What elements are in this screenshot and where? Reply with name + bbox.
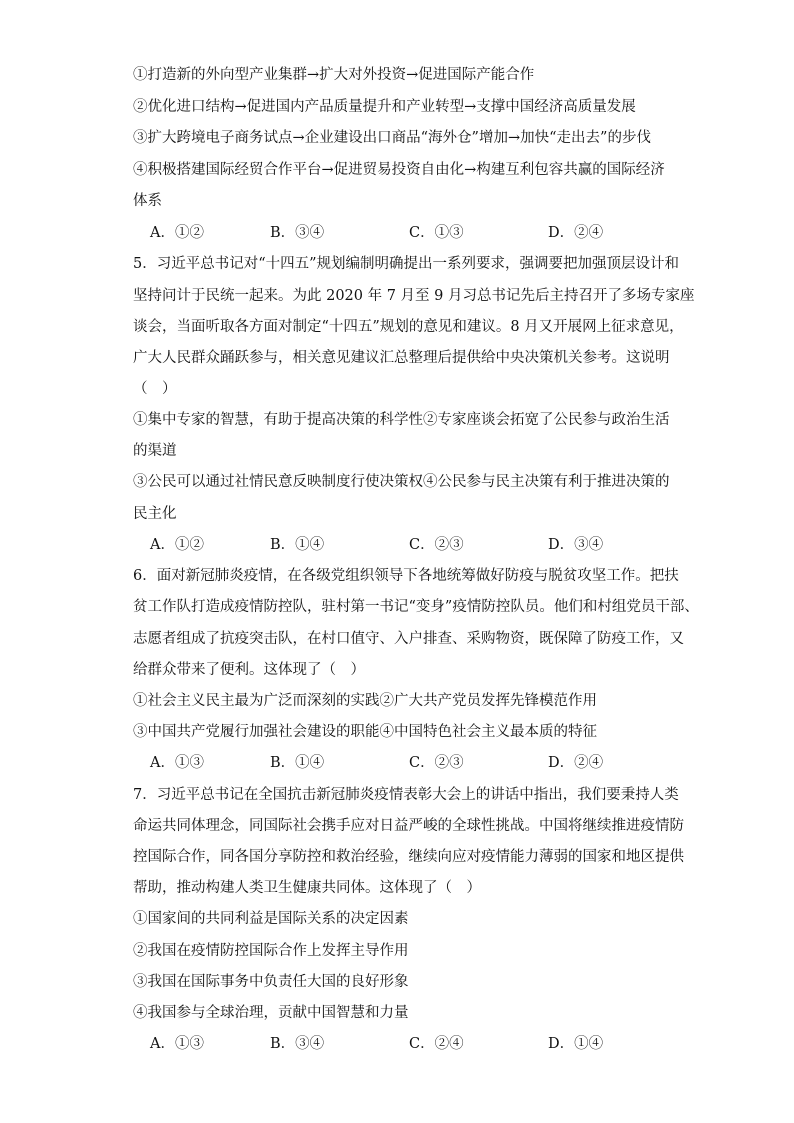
q4-statement-4: ④积极搭建国际经贸合作平台→促进贸易投资自由化→构建互利包容共赢的国际经济 — [133, 162, 665, 178]
option-d: D．②④ — [548, 755, 604, 771]
option-d: D．①④ — [548, 1036, 604, 1052]
q6-statement-1: ①社会主义民主最为广泛而深刻的实践②广大共产党员发挥先锋模范作用 — [133, 693, 597, 709]
option-a: A．①③ — [150, 755, 204, 771]
option-b: B．①④ — [270, 755, 325, 771]
q7-statement-1: ①国家间的共同利益是国际关系的决定因素 — [133, 911, 409, 927]
q6-stem-line-4: 给群众带来了便利。这体现了（ ） — [133, 662, 365, 678]
option-b: B．③④ — [270, 225, 325, 241]
q7-stem-line-2: 命运共同体理念，同国际社会携手应对日益严峻的全球性挑战。中国将继续推进疫情防 — [133, 818, 684, 834]
q7-stem-line-4: 帮助，推动构建人类卫生健康共同体。这体现了（ ） — [133, 880, 481, 896]
q5-answer-blank: （ ） — [133, 381, 177, 397]
q5-stem-line-4: 广大人民群众踊跃参与，相关意见建议汇总整理后提供给中央决策机关参考。这说明 — [133, 350, 670, 366]
q4-options — [150, 223, 630, 243]
q7-options — [150, 1034, 630, 1054]
q6-stem-line-1: 6．面对新冠肺炎疫情，在各级党组织领导下各地统筹做好防疫与脱贫攻坚工作。把扶 — [133, 568, 679, 584]
q7-stem-line-1: 7．习近平总书记在全国抗击新冠肺炎疫情表彰大会上的讲话中指出，我们要秉持人类 — [133, 787, 679, 803]
option-a: A．①③ — [150, 1036, 204, 1052]
q6-statement-2: ③中国共产党履行加强社会建设的职能④中国特色社会主义最本质的特征 — [133, 724, 597, 740]
q4-statement-2: ②优化进口结构→促进国内产品质量提升和产业转型→支撑中国经济高质量发展 — [133, 99, 636, 115]
q5-statement-1-cont: 的渠道 — [133, 443, 177, 459]
q7-stem-line-3: 控国际合作，同各国分享防控和救治经验，继续向应对疫情能力薄弱的国家和地区提供 — [133, 849, 684, 865]
q5-statement-1: ①集中专家的智慧，有助于提高决策的科学性②专家座谈会拓宽了公民参与政治生活 — [133, 412, 670, 428]
q6-options — [150, 753, 630, 773]
q5-stem-line-1: 5．习近平总书记对“十四五”规划编制明确提出一系列要求，强调要把加强顶层设计和 — [133, 256, 680, 272]
q5-statement-2: ③公民可以通过社情民意反映制度行使决策权④公民参与民主决策有利于推进决策的 — [133, 474, 670, 490]
option-d: D．③④ — [548, 537, 604, 553]
q5-stem-line-3: 谈会，当面听取各方面对制定“十四五”规划的意见和建议。8 月又开展网上征求意见， — [133, 319, 684, 335]
option-a: A．①② — [150, 537, 204, 553]
q4-statement-1: ①打造新的外向型产业集群→扩大对外投资→促进国际产能合作 — [133, 67, 535, 83]
q4-statement-3: ③扩大跨境电子商务试点→企业建设出口商品“海外仓”增加→加快“走出去”的步伐 — [133, 130, 651, 146]
option-c: C．②③ — [409, 537, 464, 553]
q5-options — [150, 535, 630, 555]
option-b: B．①④ — [270, 537, 325, 553]
q4-statement-4-cont: 体系 — [133, 193, 162, 209]
option-b: B．③④ — [270, 1036, 325, 1052]
q6-stem-line-2: 贫工作队打造成疫情防控队，驻村第一书记“变身”疫情防控队员。他们和村组党员干部、 — [133, 599, 699, 615]
option-c: C．①③ — [409, 225, 464, 241]
q5-statement-2-cont: 民主化 — [133, 506, 177, 522]
q6-stem-line-3: 志愿者组成了抗疫突击队，在村口值守、入户排查、采购物资，既保障了防疫工作，又 — [133, 631, 684, 647]
q7-statement-3: ③我国在国际事务中负责任大国的良好形象 — [133, 974, 409, 990]
option-a: A．①② — [150, 225, 204, 241]
option-c: C．②③ — [409, 755, 464, 771]
q7-statement-2: ②我国在疫情防控国际合作上发挥主导作用 — [133, 943, 409, 959]
q5-stem-line-2: 坚持问计于民统一起来。为此 2020 年 7 月至 9 月习总书记先后主持召开了多场专家座 — [133, 288, 695, 304]
q7-statement-4: ④我国参与全球治理，贡献中国智慧和力量 — [133, 1005, 409, 1021]
option-d: D．②④ — [548, 225, 604, 241]
option-c: C．②④ — [409, 1036, 464, 1052]
